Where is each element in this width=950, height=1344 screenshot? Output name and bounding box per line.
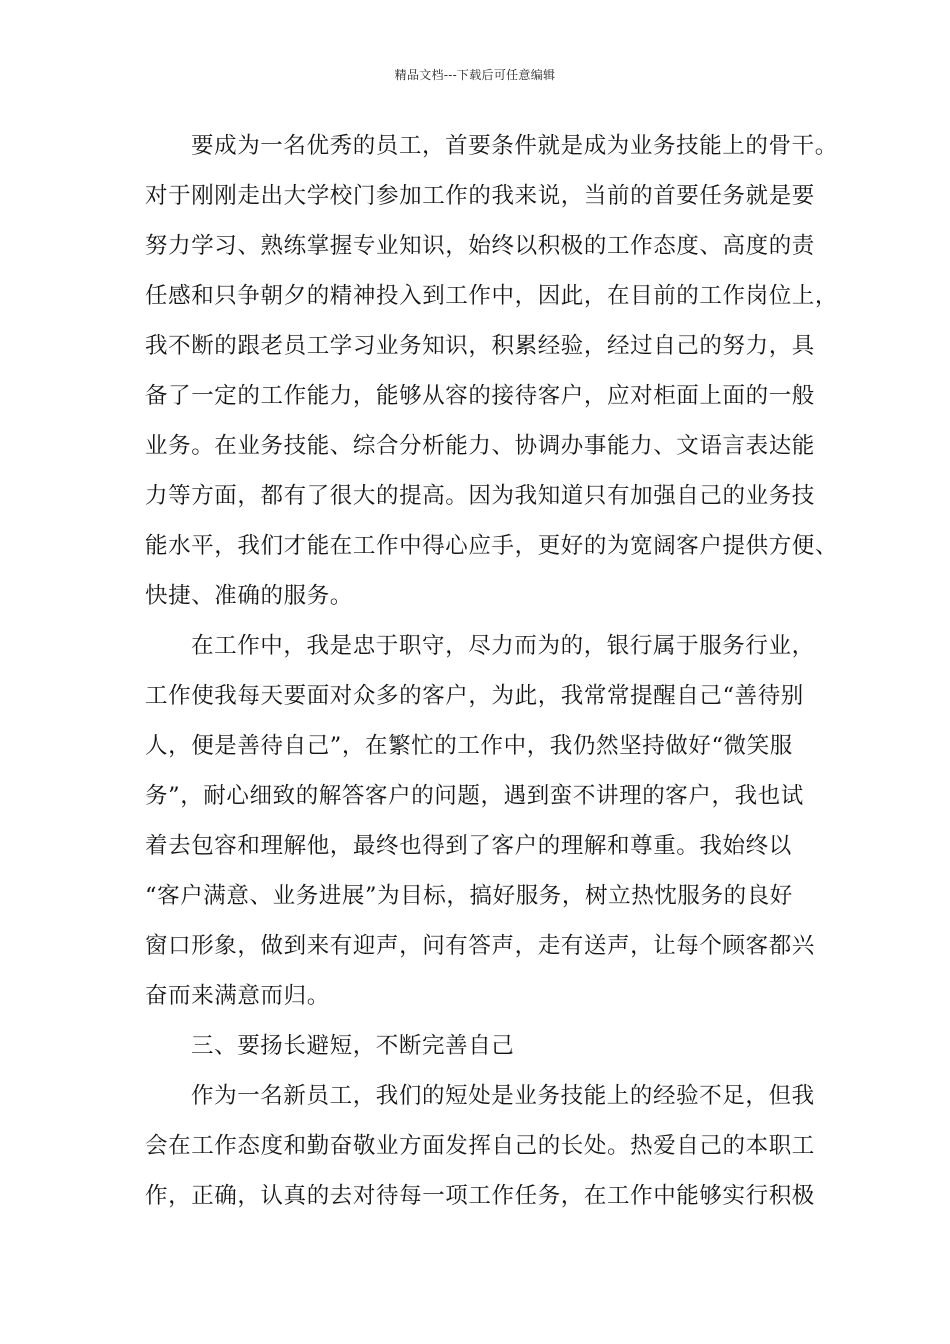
paragraph-line: 努力学习、熟练掌握专业知识，始终以积极的工作态度、高度的责 — [145, 233, 815, 259]
paragraph-line: 对于刚刚走出大学校门参加工作的我来说，当前的首要任务就是要 — [145, 183, 815, 209]
paragraph-line: 窗口形象，做到来有迎声，问有答声，走有送声，让每个顾客都兴 — [145, 933, 815, 959]
paragraph-line: 能水平，我们才能在工作中得心应手，更好的为宽阔客户提供方便、 — [145, 533, 839, 559]
paragraph-line: 着去包容和理解他，最终也得到了客户的理解和尊重。我始终以 — [145, 833, 792, 859]
paragraph-line: 备了一定的工作能力，能够从容的接待客户，应对柜面上面的一般 — [145, 383, 815, 409]
paragraph-line: 作为一名新员工，我们的短处是业务技能上的经验不足，但我 — [191, 1083, 815, 1109]
paragraph-line: 作，正确，认真的去对待每一项工作任务，在工作中能够实行积极 — [145, 1183, 815, 1209]
paragraph-line: 人，便是善待自己”，在繁忙的工作中，我仍然坚持做好“微笑服 — [145, 733, 793, 759]
page-header: 精品文档---下载后可任意编辑 — [394, 68, 556, 82]
paragraph-line: 业务。在业务技能、综合分析能力、协调办事能力、文语言表达能 — [145, 433, 815, 459]
paragraph-line: 要成为一名优秀的员工，首要条件就是成为业务技能上的骨干。 — [191, 133, 838, 159]
paragraph-line: 工作使我每天要面对众多的客户，为此，我常常提醒自己“善待别 — [145, 683, 804, 709]
paragraph-line: 奋而来满意而归。 — [145, 983, 330, 1009]
section-heading: 三、要扬长避短，不断完善自己 — [191, 1033, 515, 1059]
paragraph-line: 力等方面，都有了很大的提高。因为我知道只有加强自己的业务技 — [145, 483, 815, 509]
paragraph-line: 我不断的跟老员工学习业务知识，积累经验，经过自己的努力，具 — [145, 333, 815, 359]
paragraph-line: “客户满意、业务进展”为目标，搞好服务，树立热忱服务的良好 — [145, 883, 793, 909]
paragraph-line: 务”，耐心细致的解答客户的问题，遇到蛮不讲理的客户，我也试 — [145, 783, 804, 809]
paragraph-line: 会在工作态度和勤奋敬业方面发挥自己的长处。热爱自己的本职工 — [145, 1133, 815, 1159]
paragraph-line: 快捷、准确的服务。 — [145, 583, 353, 609]
paragraph-line: 任感和只争朝夕的精神投入到工作中，因此，在目前的工作岗位上， — [145, 283, 839, 309]
paragraph-line: 在工作中，我是忠于职守，尽力而为的，银行属于服务行业， — [191, 633, 815, 659]
